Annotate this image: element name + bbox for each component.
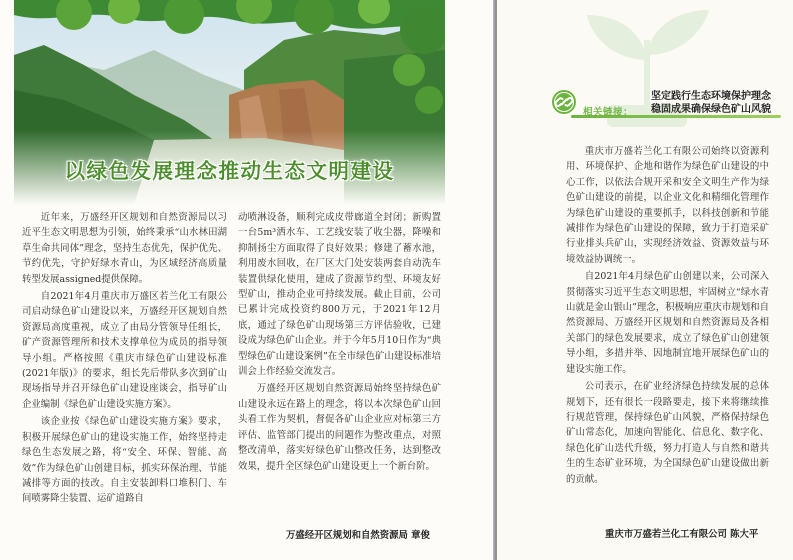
- paragraph: 自2021年4月重庆市万盛区若兰化工有限公司启动绿色矿山建设以来，万盛经开区规划自然资源局高度重视，成立了由局分管领导任组长，矿产资源管理所和技术支撑单位为成员的指导领导小组。严格按照《重庆市绿色矿山建设标准(2021年版)》的要求，组长先后带队多次到矿山现场指导并召开绿色矿山建设座谈会，指导矿山企业编制《绿色矿山建设实施方案》。: [22, 291, 227, 410]
- paragraph: 重庆市万盛若兰化工有限公司始终以资源利用、环境保护、企地和谐作为绿色矿山建设的中心工作，以依法合规开采和安全文明生产作为绿色矿山建设的前提，以企业文化和精细化管理作为绿色矿山建设的重要抓手，以科技创新和节能减排作为绿色矿山建设的保障，致力于打造采矿行业排头兵矿山，实现经济效益、资源效益与环境效益协调统一。: [566, 146, 769, 265]
- paragraph: 该企业按《绿色矿山建设实施方案》要求，积极开展绿色矿山的建设实施工作，始终坚持走绿色生态发展之路，将“安全、环保、智能、高效”作为绿色矿山创建目标，抓实环保治理、节能减排等方面的技改。自主安装卸料口堆积门、车间喷雾降尘装置、运矿道路自: [22, 416, 227, 505]
- paragraph: 动喷淋设备，顺利完成皮带廊道全封闭；新购置一台5m³洒水车、工艺线安装了收尘器，降噪和抑制扬尘方面取得了良好效果；修建了蓄水池，利用废水回收，在厂区大门处安装两套自动洗车装置供绿化使用，建成了资源节约型、环境友好型矿山，推动企业可持续发展。截止目前，公司已累计完成投资约800万元，于2021年12月底，通过了绿色矿山现场第三方评估验收，已建设成为绿色矿山企业。并于今年5月10日作为“典型绿色矿山建设案例”在全市绿色矿山建设标准培训会上作经验交流发言。: [238, 212, 441, 378]
- paragraph: 近年来，万盛经开区规划和自然资源局以习近平生态文明思想为引领，始终秉承“山水林田湖草生命共同体”理念，坚持生态优先，保护优先、节约优先，守护好绿水青山，为区域经济高质量转型发展assigned提供保障。: [22, 212, 227, 285]
- article-title: 以绿色发展理念推动生态文明建设: [64, 159, 395, 183]
- sprout-watermark-icon: [497, 0, 793, 140]
- related-link-title: [651, 90, 771, 116]
- paragraph: 公司表示，在矿业经济绿色持续发展的总体规划下，还有很长一段路要走，接下来将继续推行规范管理，保持绿色矿山风貌，严格保持绿色矿山常态化，加速向智能化、信息化、数字化、绿色化矿山迭代升级，努力打造人与自然和谐共生的生态矿业环境，为全国绿色矿山建设做出新的贡献。: [566, 381, 769, 485]
- article-column-1: [22, 210, 227, 509]
- left-author-signature: 万盛经开区规划和自然资源局 章俊: [286, 530, 430, 541]
- related-link-title-line-2: 稳固成果确保绿色矿山风貌: [651, 104, 771, 115]
- related-link-label: 相关链接：: [583, 107, 634, 118]
- related-article-column: [566, 144, 769, 489]
- related-link-title-line-1: 坚定践行生态环境保护理念: [651, 91, 771, 102]
- right-author-signature: 重庆市万盛若兰化工有限公司 陈大平: [605, 529, 759, 540]
- link-icon: [551, 89, 577, 115]
- article-column-2: [238, 210, 441, 476]
- paragraph: 万盛经开区规划自然资源局始终坚持绿色矿山建设永远在路上的理念，将以本次绿色矿山回头看工作为契机，督促各矿山企业应对标第三方评估、监管部门提出的问题作为整改重点，对照整改清单，落实好绿色矿山整改任务，达到整改效果，提升全区绿色矿山建设更上一个新台阶。: [238, 383, 441, 472]
- paragraph: 自2021年4月绿色矿山创建以来，公司深入贯彻落实习近平生态文明思想，牢固树立“绿水青山就是金山银山”理念，积极响应重庆市规划和自然资源局、万盛经开区规划和自然资源局及各相关部门的绿色发展要求，成立了绿色矿山创建领导小组，多措并举、因地制宜地开展绿色矿山的建设实施工作。: [566, 271, 769, 375]
